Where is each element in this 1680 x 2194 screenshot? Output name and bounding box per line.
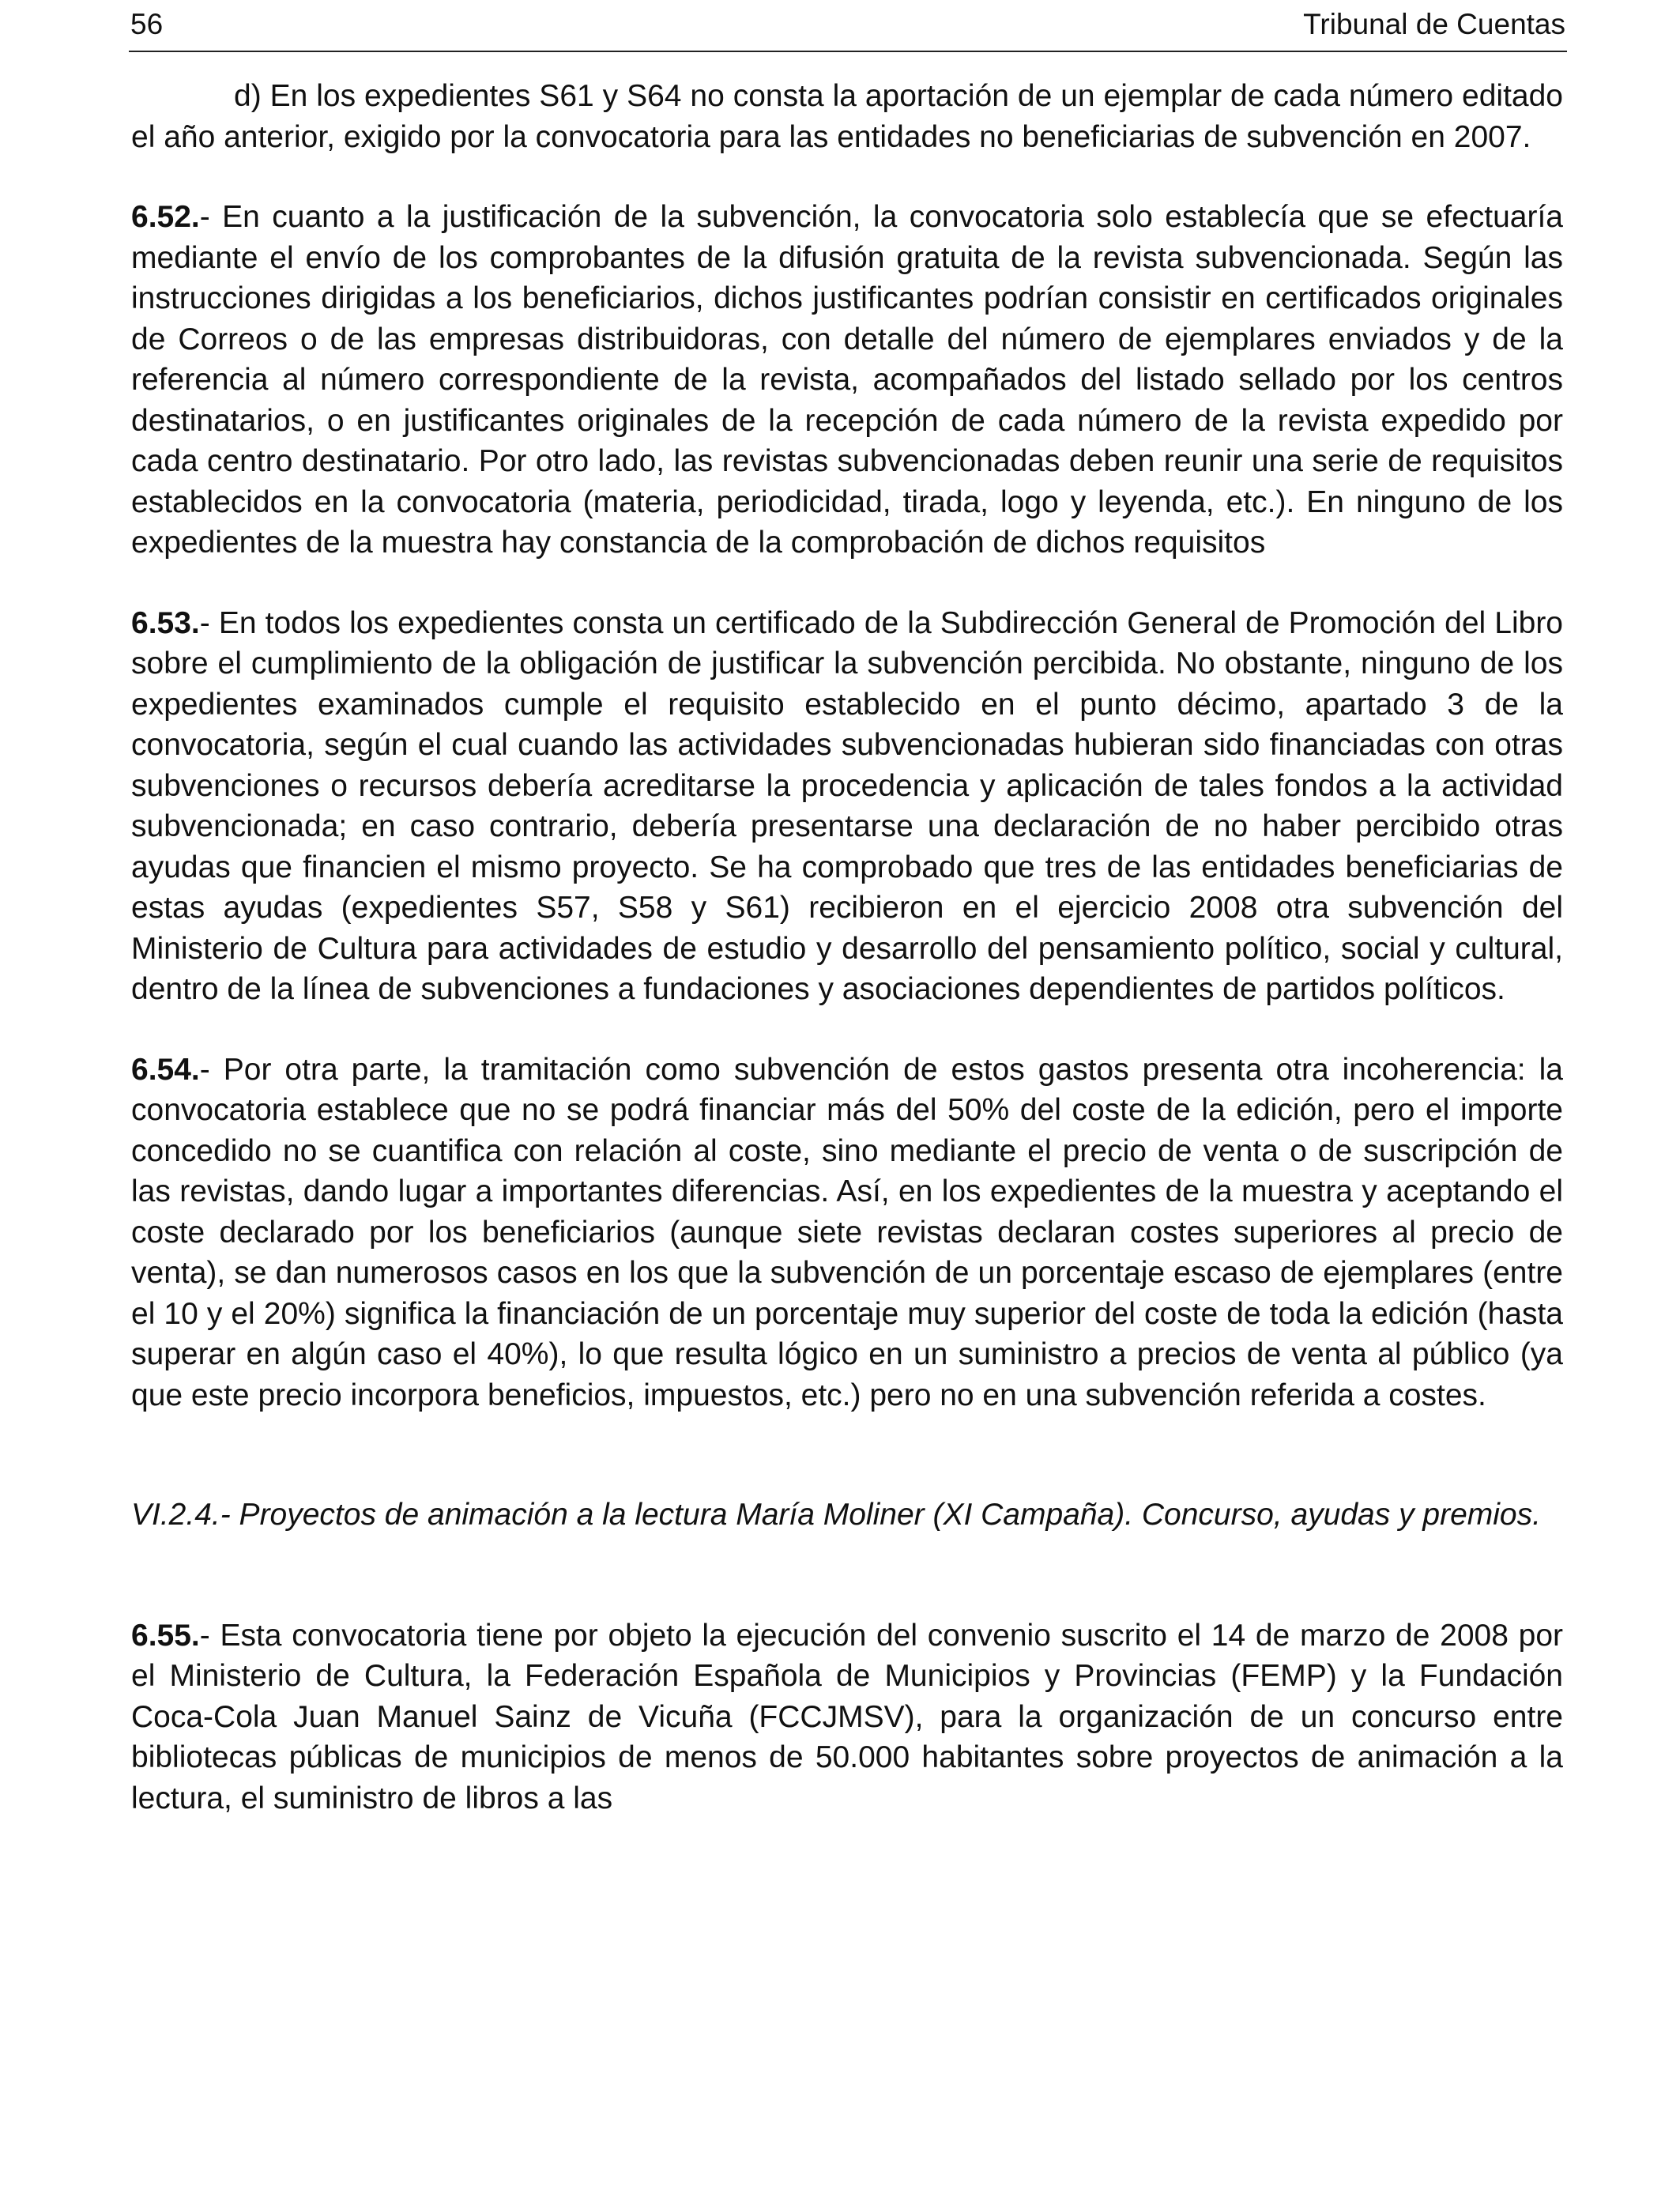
paragraph-6-53-text: - En todos los expedientes consta un certificado de la Subdirección General de Promoción del Libro sobre el cumplimiento de la obligación de justificar la subvención percibida. No obstante, ninguno de los expedientes examinados cumple el requisito establecido en el punto décimo, apartado 3 de la convocatoria, según el cual cuando las actividades subvencionadas hubieran sido financiadas con otras subvenciones o recursos debería acreditarse la procedencia y aplicación de tales fondos a la actividad subvencionada; en caso contrario, debería presentarse una declaración de no haber percibido otras ayudas que financien el mismo proyecto. Se ha comprobado que tres de las entidades beneficiarias de estas ayudas (expedientes S57, S58 y S61) recibieron en el ejercicio 2008 otra subvención del Ministerio de Cultura para actividades de estudio y desarrollo del pensamiento político, social y cultural, dentro de la línea de subvenciones a fundaciones y asociaciones dependientes de partidos políticos. (131, 605, 1563, 1006)
paragraph-6-52 (131, 197, 1563, 564)
page-header (129, 6, 1567, 52)
paragraph-6-54 (131, 1050, 1563, 1416)
document-body (131, 76, 1563, 1858)
paragraph-6-55-text: - Esta convocatoria tiene por objeto la ejecución del convenio suscrito el 14 de marzo de 2008 por el Ministerio de Cultura, la Federación Española de Municipios y Provincias (FEMP) y la Fundación Coca-Cola Juan Manuel Sainz de Vicuña (FCCJMSV), para la organización de un concurso entre bibliotecas públicas de municipios de menos de 50.000 habitantes sobre proyectos de animación a la lectura, el suministro de libros a las (131, 1618, 1563, 1815)
paragraph-6-53-number: 6.53. (131, 605, 200, 640)
running-title: Tribunal de Cuentas (1303, 8, 1565, 40)
paragraph-6-54-text: - Por otra parte, la tramitación como subvención de estos gastos presenta otra incoherencia: la convocatoria establece que no se podrá financiar más del 50% del coste de la edición, pero el importe concedido no se cuantifica con relación al coste, sino mediante el precio de venta o de suscripción de las revistas, dando lugar a importantes diferencias. Así, en los expedientes de la muestra y aceptando el coste declarado por los beneficiarios (aunque siete revistas declaran costes superiores al precio de venta), se dan numerosos casos en los que la subvención de un porcentaje escaso de ejemplares (entre el 10 y el 20%) significa la financiación de un porcentaje muy superior del coste de toda la edición (hasta superar en algún caso el 40%), lo que resulta lógico en un suministro a precios de venta al público (ya que este precio incorpora beneficios, impuestos, etc.) pero no en una subvención referida a costes. (131, 1052, 1563, 1412)
paragraph-6-54-number: 6.54. (131, 1052, 200, 1087)
paragraph-d (131, 76, 1563, 157)
page-number: 56 (130, 8, 164, 40)
paragraph-d-text: d) En los expedientes S61 y S64 no consta la aportación de un ejemplar de cada número editado el año anterior, exigido por la convocatoria para las entidades no beneficiarias de subvención en 2007. (131, 79, 1563, 154)
paragraph-6-52-text: - En cuanto a la justificación de la subvención, la convocatoria solo establecía que se efectuaría mediante el envío de los comprobantes de la difusión gratuita de la revista subvencionada. Según las instrucciones dirigidas a los beneficiarios, dichos justificantes podrían consistir en certificados originales de Correos o de las empresas distribuidoras, con detalle del número de ejemplares enviados y de la referencia al número correspondiente de la revista, acompañados del listado sellado por los centros destinatarios, o en justificantes originales de la recepción de cada número de la revista expedido por cada centro destinatario. Por otro lado, las revistas subvencionadas deben reunir una serie de requisitos establecidos en la convocatoria (materia, periodicidad, tirada, logo y leyenda, etc.). En ninguno de los expedientes de la muestra hay constancia de la comprobación de dichos requisitos (131, 200, 1563, 560)
paragraph-6-53 (131, 603, 1563, 1010)
paragraph-6-55 (131, 1615, 1563, 1819)
paragraph-6-52-number: 6.52. (131, 200, 200, 234)
paragraph-6-55-number: 6.55. (131, 1618, 200, 1653)
section-heading-vi-2-4: VI.2.4.- Proyectos de animación a la lectura María Moliner (XI Campaña). Concurso, ayudas y premios. (131, 1498, 1541, 1532)
